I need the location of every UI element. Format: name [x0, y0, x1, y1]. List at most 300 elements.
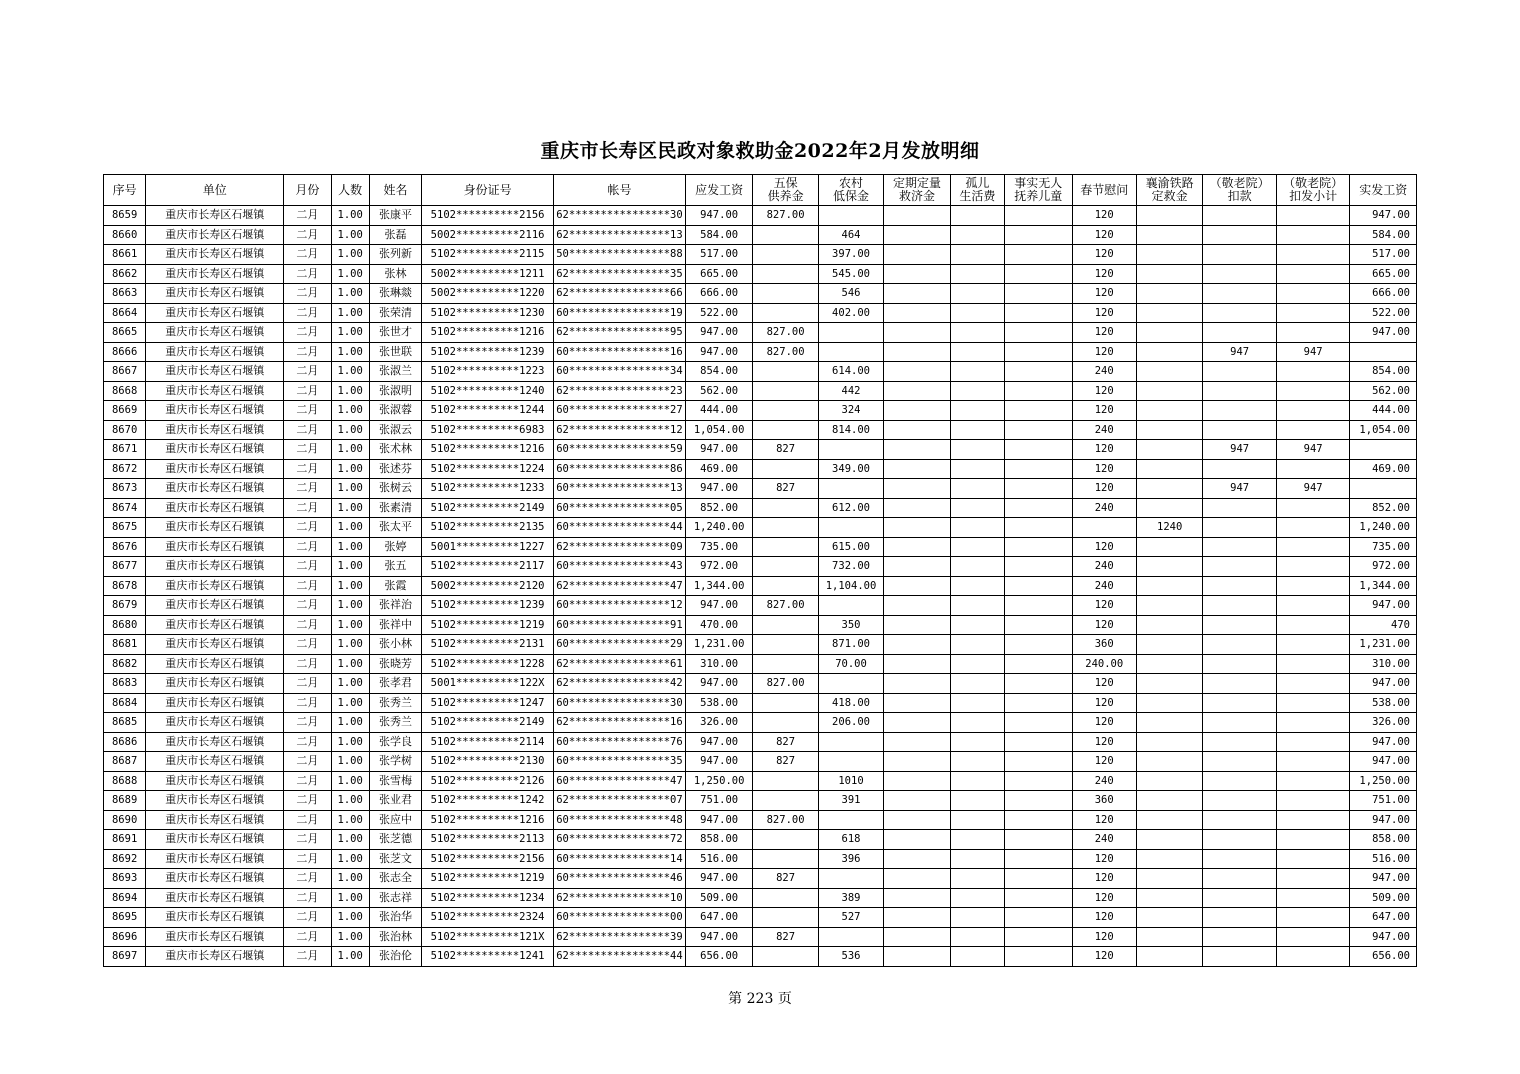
table-cell [950, 323, 1004, 343]
table-cell [1005, 440, 1072, 460]
table-cell: 8696 [104, 927, 146, 947]
table-row [104, 420, 1417, 440]
table-cell [884, 732, 950, 752]
table-cell: 60****************47 [554, 771, 686, 791]
table-cell: 120 [1072, 713, 1136, 733]
table-cell [884, 362, 950, 382]
table-cell: 8659 [104, 206, 146, 226]
table-cell: 647.00 [1350, 908, 1417, 928]
table-cell [1203, 576, 1277, 596]
table-cell [950, 674, 1004, 694]
table-cell [1203, 225, 1277, 245]
table-cell [1005, 596, 1072, 616]
table-cell [753, 849, 818, 869]
column-header: 春节慰问 [1072, 175, 1136, 206]
table-cell: 5102**********1216 [422, 440, 554, 460]
table-cell: 5002**********2116 [422, 225, 554, 245]
table-cell: 62****************10 [554, 888, 686, 908]
table-cell [1136, 440, 1202, 460]
table-cell [1276, 888, 1350, 908]
table-cell [950, 908, 1004, 928]
table-cell: 5102**********2126 [422, 771, 554, 791]
table-cell: 张五 [369, 557, 421, 577]
table-cell [818, 518, 883, 538]
table-cell [1005, 479, 1072, 499]
table-cell [1350, 342, 1417, 362]
table-cell: 60****************29 [554, 635, 686, 655]
table-cell: 62****************13 [554, 225, 686, 245]
table-cell: 326.00 [1350, 713, 1417, 733]
table-cell [950, 381, 1004, 401]
table-cell: 947.00 [1350, 674, 1417, 694]
table-cell: 656.00 [1350, 947, 1417, 967]
table-cell: 5102**********1244 [422, 401, 554, 421]
table-cell: 重庆市长寿区石堰镇 [146, 693, 284, 713]
table-cell [884, 323, 950, 343]
table-cell: 1.00 [331, 849, 369, 869]
table-cell: 张列新 [369, 245, 421, 265]
table-cell: 240.00 [1072, 654, 1136, 674]
table-cell: 张树云 [369, 479, 421, 499]
table-cell: 张世才 [369, 323, 421, 343]
column-header: （敬老院） 扣款 [1203, 175, 1277, 206]
table-row [104, 459, 1417, 479]
table-cell [1005, 674, 1072, 694]
table-cell: 326.00 [685, 713, 752, 733]
table-cell: 442 [818, 381, 883, 401]
table-row [104, 303, 1417, 323]
table-cell [1276, 381, 1350, 401]
table-cell [1005, 518, 1072, 538]
document-title: 重庆市长寿区民政对象救助金2022年2月发放明细 [540, 140, 980, 162]
table-cell [884, 245, 950, 265]
table-cell: 重庆市长寿区石堰镇 [146, 947, 284, 967]
table-row [104, 576, 1417, 596]
table-cell: 8664 [104, 303, 146, 323]
table-cell: 665.00 [1350, 264, 1417, 284]
table-cell [1276, 206, 1350, 226]
table-cell: 8671 [104, 440, 146, 460]
table-cell: 二月 [284, 498, 331, 518]
table-cell [753, 381, 818, 401]
table-cell [1276, 557, 1350, 577]
table-cell: 5102**********1239 [422, 342, 554, 362]
column-header: 襄渝铁路 定救金 [1136, 175, 1202, 206]
table-cell [1005, 927, 1072, 947]
table-cell [884, 693, 950, 713]
table-cell: 60****************13 [554, 479, 686, 499]
table-cell: 240 [1072, 557, 1136, 577]
table-cell: 120 [1072, 440, 1136, 460]
table-cell: 60****************86 [554, 459, 686, 479]
table-cell: 389 [818, 888, 883, 908]
table-cell: 62****************44 [554, 947, 686, 967]
table-cell [884, 342, 950, 362]
table-cell: 827.00 [753, 596, 818, 616]
table-cell: 5001**********1227 [422, 537, 554, 557]
table-cell [950, 732, 1004, 752]
table-cell [753, 557, 818, 577]
table-cell: 120 [1072, 732, 1136, 752]
column-header: 应发工资 [685, 175, 752, 206]
table-cell: 重庆市长寿区石堰镇 [146, 888, 284, 908]
table-cell [1136, 888, 1202, 908]
table-cell [884, 557, 950, 577]
table-cell: 5102**********1224 [422, 459, 554, 479]
table-cell: 1,250.00 [685, 771, 752, 791]
table-body [104, 206, 1417, 967]
table-cell [1203, 518, 1277, 538]
table-cell [818, 752, 883, 772]
table-cell: 60****************76 [554, 732, 686, 752]
table-cell: 8666 [104, 342, 146, 362]
table-cell: 858.00 [1350, 830, 1417, 850]
table-cell: 469.00 [1350, 459, 1417, 479]
table-cell: 二月 [284, 732, 331, 752]
table-cell: 947.00 [685, 674, 752, 694]
table-cell [1276, 498, 1350, 518]
table-cell: 947.00 [1350, 206, 1417, 226]
table-cell [884, 576, 950, 596]
table-cell [753, 615, 818, 635]
table-cell: 1.00 [331, 869, 369, 889]
table-cell: 517.00 [685, 245, 752, 265]
table-cell: 1,054.00 [1350, 420, 1417, 440]
table-cell: 62****************16 [554, 713, 686, 733]
table-cell: 618 [818, 830, 883, 850]
table-cell: 509.00 [685, 888, 752, 908]
table-cell [1005, 362, 1072, 382]
table-cell: 120 [1072, 596, 1136, 616]
table-cell: 120 [1072, 888, 1136, 908]
table-cell [950, 693, 1004, 713]
table-row [104, 245, 1417, 265]
table-cell: 647.00 [685, 908, 752, 928]
table-cell: 8684 [104, 693, 146, 713]
table-cell: 947.00 [1350, 732, 1417, 752]
table-cell [1136, 830, 1202, 850]
table-cell: 张磊 [369, 225, 421, 245]
table-cell: 120 [1072, 947, 1136, 967]
table-cell [818, 323, 883, 343]
table-cell [1203, 791, 1277, 811]
table-cell [1276, 537, 1350, 557]
table-cell: 张淑云 [369, 420, 421, 440]
table-cell: 5102**********121X [422, 927, 554, 947]
table-cell: 947.00 [1350, 323, 1417, 343]
table-cell: 张荣清 [369, 303, 421, 323]
table-cell: 62****************39 [554, 927, 686, 947]
table-cell [1276, 401, 1350, 421]
table-cell [1203, 381, 1277, 401]
table-cell: 5102**********2131 [422, 635, 554, 655]
table-cell [1136, 654, 1202, 674]
table-cell [884, 947, 950, 967]
table-cell: 二月 [284, 810, 331, 830]
table-cell [1005, 498, 1072, 518]
table-cell: 1.00 [331, 615, 369, 635]
table-cell [1136, 323, 1202, 343]
table-cell: 751.00 [1350, 791, 1417, 811]
table-cell: 469.00 [685, 459, 752, 479]
table-cell [1005, 342, 1072, 362]
table-cell [753, 284, 818, 304]
table-cell: 1.00 [331, 479, 369, 499]
table-cell: 1.00 [331, 888, 369, 908]
table-cell [950, 459, 1004, 479]
table-cell: 重庆市长寿区石堰镇 [146, 401, 284, 421]
table-cell: 60****************44 [554, 518, 686, 538]
table-cell: 1,231.00 [1350, 635, 1417, 655]
table-cell: 470.00 [685, 615, 752, 635]
table-cell [753, 245, 818, 265]
table-cell: 854.00 [1350, 362, 1417, 382]
table-cell: 947.00 [685, 479, 752, 499]
table-cell: 重庆市长寿区石堰镇 [146, 908, 284, 928]
table-cell: 827 [753, 479, 818, 499]
table-cell: 5102**********2115 [422, 245, 554, 265]
table-cell [1005, 225, 1072, 245]
table-row [104, 206, 1417, 226]
table-cell: 310.00 [685, 654, 752, 674]
table-cell [1136, 635, 1202, 655]
table-cell: 402.00 [818, 303, 883, 323]
table-cell: 324 [818, 401, 883, 421]
table-cell [950, 401, 1004, 421]
table-cell [1136, 615, 1202, 635]
table-cell: 二月 [284, 713, 331, 733]
table-cell [1203, 830, 1277, 850]
table-cell: 972.00 [1350, 557, 1417, 577]
table-cell: 536 [818, 947, 883, 967]
table-cell [1005, 303, 1072, 323]
table-cell [884, 927, 950, 947]
table-cell: 947.00 [685, 752, 752, 772]
table-cell: 张康平 [369, 206, 421, 226]
table-cell [950, 791, 1004, 811]
table-cell [950, 537, 1004, 557]
column-header: 身份证号 [422, 175, 554, 206]
table-cell: 947.00 [1350, 869, 1417, 889]
table-cell: 张述芬 [369, 459, 421, 479]
table-cell: 张学良 [369, 732, 421, 752]
table-cell: 538.00 [1350, 693, 1417, 713]
table-cell [1276, 732, 1350, 752]
table-cell [950, 927, 1004, 947]
table-cell: 重庆市长寿区石堰镇 [146, 440, 284, 460]
table-cell [1005, 206, 1072, 226]
table-cell: 1.00 [331, 284, 369, 304]
table-cell [1203, 888, 1277, 908]
table-cell [1203, 635, 1277, 655]
table-row [104, 654, 1417, 674]
table-cell: 5002**********2120 [422, 576, 554, 596]
table-cell [950, 479, 1004, 499]
table-cell: 1.00 [331, 557, 369, 577]
table-cell: 60****************16 [554, 342, 686, 362]
table-cell [1136, 810, 1202, 830]
table-cell: 8694 [104, 888, 146, 908]
table-cell [1136, 381, 1202, 401]
table-cell [818, 206, 883, 226]
table-cell: 张雪梅 [369, 771, 421, 791]
table-cell [1136, 206, 1202, 226]
table-cell: 947.00 [685, 732, 752, 752]
table-cell [1005, 732, 1072, 752]
table-cell: 360 [1072, 791, 1136, 811]
table-cell: 60****************05 [554, 498, 686, 518]
table-cell: 60****************12 [554, 596, 686, 616]
table-cell [1005, 576, 1072, 596]
table-cell: 360 [1072, 635, 1136, 655]
table-cell [1005, 713, 1072, 733]
table-cell: 120 [1072, 284, 1136, 304]
column-header: 定期定量 救济金 [884, 175, 950, 206]
table-cell: 1.00 [331, 459, 369, 479]
table-cell [884, 401, 950, 421]
table-cell [1203, 303, 1277, 323]
table-cell: 二月 [284, 284, 331, 304]
table-cell: 522.00 [685, 303, 752, 323]
table-cell: 二月 [284, 947, 331, 967]
table-cell [1005, 323, 1072, 343]
table-cell: 8690 [104, 810, 146, 830]
table-cell: 重庆市长寿区石堰镇 [146, 732, 284, 752]
table-cell: 120 [1072, 849, 1136, 869]
table-cell: 重庆市长寿区石堰镇 [146, 810, 284, 830]
table-row [104, 557, 1417, 577]
column-header: 实发工资 [1350, 175, 1417, 206]
table-cell [1005, 771, 1072, 791]
table-cell [1136, 264, 1202, 284]
table-cell: 二月 [284, 771, 331, 791]
table-cell: 1.00 [331, 245, 369, 265]
table-cell: 5102**********1241 [422, 947, 554, 967]
table-cell: 5102**********1233 [422, 479, 554, 499]
table-row [104, 323, 1417, 343]
table-cell: 重庆市长寿区石堰镇 [146, 284, 284, 304]
table-cell: 1.00 [331, 518, 369, 538]
table-cell [884, 284, 950, 304]
table-cell [884, 225, 950, 245]
table-cell [1276, 927, 1350, 947]
table-cell: 8679 [104, 596, 146, 616]
table-cell: 张秀兰 [369, 693, 421, 713]
table-cell [1203, 401, 1277, 421]
table-cell: 重庆市长寿区石堰镇 [146, 537, 284, 557]
table-cell: 重庆市长寿区石堰镇 [146, 752, 284, 772]
table-row [104, 284, 1417, 304]
table-cell [753, 420, 818, 440]
table-cell: 8697 [104, 947, 146, 967]
table-row [104, 849, 1417, 869]
table-cell: 二月 [284, 264, 331, 284]
table-cell [1136, 284, 1202, 304]
table-cell: 8660 [104, 225, 146, 245]
table-cell: 张世联 [369, 342, 421, 362]
table-row [104, 479, 1417, 499]
table-cell: 527 [818, 908, 883, 928]
table-cell [884, 303, 950, 323]
table-cell [884, 615, 950, 635]
table-cell: 349.00 [818, 459, 883, 479]
table-cell: 张应中 [369, 810, 421, 830]
table-cell [1203, 674, 1277, 694]
table-cell [1276, 635, 1350, 655]
table-cell: 二月 [284, 615, 331, 635]
table-cell: 张秀兰 [369, 713, 421, 733]
table-cell [818, 479, 883, 499]
table-cell: 5102**********1223 [422, 362, 554, 382]
table-cell: 5102**********1247 [422, 693, 554, 713]
table-cell: 重庆市长寿区石堰镇 [146, 342, 284, 362]
table-cell [950, 752, 1004, 772]
table-cell [950, 810, 1004, 830]
table-cell: 张芝文 [369, 849, 421, 869]
table-cell [1350, 479, 1417, 499]
table-cell: 50****************88 [554, 245, 686, 265]
table-cell [818, 440, 883, 460]
table-cell: 62****************61 [554, 654, 686, 674]
table-cell: 1,240.00 [1350, 518, 1417, 538]
table-cell: 1.00 [331, 381, 369, 401]
table-cell [1276, 518, 1350, 538]
table-cell [1276, 420, 1350, 440]
table-cell: 1.00 [331, 635, 369, 655]
table-cell [1005, 401, 1072, 421]
table-cell: 二月 [284, 440, 331, 460]
table-cell: 1.00 [331, 693, 369, 713]
table-cell: 120 [1072, 245, 1136, 265]
table-cell: 827 [753, 927, 818, 947]
table-cell: 1.00 [331, 771, 369, 791]
table-cell: 62****************42 [554, 674, 686, 694]
table-cell: 522.00 [1350, 303, 1417, 323]
table-cell: 444.00 [685, 401, 752, 421]
column-header: 事实无人 抚养儿童 [1005, 175, 1072, 206]
table-cell: 1.00 [331, 206, 369, 226]
header-row [104, 175, 1417, 206]
page-prefix: 第 [728, 991, 743, 1007]
table-cell [884, 420, 950, 440]
table-cell: 665.00 [685, 264, 752, 284]
table-cell: 5102**********2149 [422, 713, 554, 733]
table-cell: 60****************43 [554, 557, 686, 577]
table-cell: 1,054.00 [685, 420, 752, 440]
table-cell [1136, 420, 1202, 440]
table-cell: 张晓芳 [369, 654, 421, 674]
table-cell: 张琳燚 [369, 284, 421, 304]
table-cell [1136, 479, 1202, 499]
table-cell [1276, 693, 1350, 713]
table-cell [1136, 849, 1202, 869]
table-cell: 947 [1203, 342, 1277, 362]
table-cell: 张业君 [369, 791, 421, 811]
table-cell [1005, 245, 1072, 265]
table-cell [884, 381, 950, 401]
table-row [104, 342, 1417, 362]
table-cell: 947.00 [685, 440, 752, 460]
table-cell [1005, 810, 1072, 830]
table-cell [950, 206, 1004, 226]
table-cell [950, 518, 1004, 538]
table-cell [1136, 947, 1202, 967]
table-cell [884, 869, 950, 889]
table-cell: 重庆市长寿区石堰镇 [146, 869, 284, 889]
table-row [104, 947, 1417, 967]
table-cell [1203, 869, 1277, 889]
table-cell: 8692 [104, 849, 146, 869]
